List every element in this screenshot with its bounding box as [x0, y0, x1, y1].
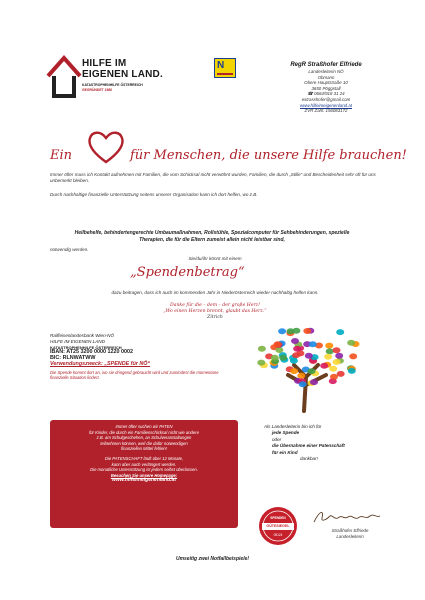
hand-leaf [305, 353, 313, 359]
quote-author: Zitrich [207, 315, 223, 320]
hand-leaf [308, 368, 316, 374]
hand-leaf [292, 352, 300, 358]
hand-leaf [335, 353, 343, 359]
seal-number: 05124 [273, 533, 283, 537]
redbox-line9: Besuchen Sie unsere Homepage: [110, 472, 178, 478]
redbox-line4: teilnehmen können, weil die dafür notwendigen [100, 440, 188, 446]
hand-leaf [292, 328, 300, 334]
address-name: RegR Straßhofer Elfriede [290, 62, 362, 68]
heart-icon [86, 128, 126, 166]
bank-purpose: Verwendungszweck: „SPENDE für NÖ“ [50, 360, 151, 367]
address-email[interactable]: estrasshofer@gmail.com [301, 96, 351, 102]
help-examples: Heilbehelfe, behindertengerechte Umbaumaßnahmen, Rollstühle, Spezialcomputer für Sehbehinderungen, spezielle Therapien, die für die Eltern zumeist allein nicht leistbar sind, [74, 230, 350, 243]
donation-heading: „Spendenbetrag“ [130, 265, 245, 280]
hand-leaf [297, 373, 305, 379]
logo-title-line2: EIGENEN LAND. [82, 69, 163, 80]
hand-leaf [310, 379, 318, 385]
thanks-line2: jede Spende [272, 430, 300, 436]
phone-number: 0664/918 31 24 [314, 91, 345, 97]
donation-text: dazu beitragen, dass ich auch im kommenden Jahr in Niederösterreich wieder nachhaltig helfen kann. [111, 290, 319, 295]
hand-leaf [309, 341, 317, 347]
intro-paragraph-2: Durch nachhaltige finanzielle Unterstützung seitens unserer Organisation kann ich dort helfen, wo z.B. [50, 192, 258, 197]
hand-leaf [347, 340, 355, 346]
address-web-link[interactable]: www.hilfeimeigenenland.at [300, 102, 352, 108]
thanks-line5: für ein Kind [272, 449, 298, 455]
thanks-line1: Als Landesleiterin bin ich für [264, 424, 322, 429]
address-role2: Obmann [317, 74, 335, 80]
quote-line1: Danke für die – dem – der große Herz! [170, 303, 260, 308]
address-zvr: ZVR Zahl: 156083172 [304, 108, 348, 114]
address-city: 3650 Pöggstall [311, 85, 341, 91]
hand-leaf [275, 347, 283, 353]
hand-leaf [279, 355, 287, 361]
signature-block [300, 528, 400, 539]
redbox-line7: kann aber auch verlängert werden. [111, 461, 177, 467]
logo-title-line1: HILFE IM [82, 58, 127, 69]
hand-leaf [274, 341, 282, 347]
redbox-web-link[interactable]: www.hilfeimeigenenland.at [112, 477, 176, 484]
bank-name3: KATASTROPHENHILFE ÖSTERREICH [50, 344, 122, 350]
hand-leaf [337, 371, 345, 377]
hand-leaf [326, 348, 334, 354]
hand-leaf [290, 368, 298, 374]
lower-austria-badge [214, 58, 236, 78]
redbox-line3: z.B. am Schulgeschehen, an Schulveranstaltungen [96, 435, 192, 441]
thanks-block [264, 424, 384, 462]
bank-details [50, 333, 220, 381]
logo-title [82, 58, 163, 80]
hand-leaf [324, 354, 332, 360]
handwritten-signature [312, 508, 382, 526]
redbox-line6: Die PATENSCHAFT läuft über 12 Monate, [104, 455, 184, 461]
hand-leaf [325, 343, 333, 349]
hand-leaf [291, 338, 299, 344]
hand-leaf [349, 353, 357, 359]
hand-leaf [299, 381, 307, 387]
thanks-line6: dankbar! [300, 456, 318, 462]
address-street: Obere Hauptstraße 10 [304, 80, 348, 86]
hand-leaf [293, 346, 301, 352]
hand-leaf [303, 328, 311, 334]
donation-seal [258, 506, 298, 546]
logo-founded: GEGRÜNDET 1980 [82, 88, 113, 92]
hand-leaf [290, 358, 298, 364]
redbox-line1: Immer öfter suchen wir PATEN [115, 424, 173, 429]
quote-line2: „Wo einen Herzen brennt, glaubt das Herz.“ [163, 309, 267, 314]
bank-name2: HILFE IM EIGENEN LAND [50, 338, 105, 344]
hand-leaf [348, 368, 356, 374]
intro-paragraph-1: Immer öfter muss ich Kontakt aufnehmen mit Familien, die vom Schicksal nicht verwöhnt wurden, Familien, die durch „Stille“ und Bescheidenheit sehr oft für uns unbemerkt bleiben. [50, 172, 376, 184]
badge-bar [217, 73, 233, 75]
headline-left: Ein [50, 148, 73, 163]
footer-note: Umseitig zwei Notfallbeispiele! [175, 556, 250, 562]
signature-name: Straßhofer Elfriede [331, 528, 369, 533]
tree-of-hands-illustration [238, 315, 378, 415]
hand-leaf [329, 366, 337, 372]
hand-leaf [336, 329, 344, 335]
hand-leaf [258, 346, 266, 352]
hand-leaf [278, 328, 286, 334]
hand-leaf [271, 355, 279, 361]
signature-role: Landesleiterin [336, 533, 364, 539]
bank-bic: BIC: RLNWATWW [50, 355, 96, 362]
seal-mid: GÜTESIEGEL [266, 524, 290, 528]
sponsorship-box [50, 420, 238, 528]
redbox-line2: für Kinder, die durch ein Familienschicksal nicht wie andere [89, 429, 199, 435]
hand-leaf [257, 360, 265, 366]
badge-letter: N [217, 60, 225, 71]
address-phone: ☎ 0664/918 31 24 [307, 91, 345, 97]
hand-leaf [330, 374, 338, 380]
logo-subtitle: KATASTROPHENHILFE ÖSTERREICH [82, 83, 143, 87]
address-block [270, 62, 382, 114]
bank-iban: IBAN: AT25 3200 0000 1220 0002 [50, 349, 134, 356]
thanks-line4: die Übernahme einer Patenschaft [272, 443, 345, 449]
hand-leaf [333, 347, 341, 353]
seal-top: SPENDEN [270, 516, 286, 520]
bank-note: Die Spende kommt dort an, wo sie dringend gebraucht wird und zumindest die momentane finanzielle Situation lindert. [50, 369, 219, 381]
redbox-line5: finanziellen Mittel fehlen! [121, 446, 167, 452]
hand-leaf [320, 363, 328, 369]
thanks-line3: oder [272, 436, 282, 442]
intro-paragraph-3: notwendig werden. [50, 247, 89, 252]
donation-lead: Sie/du/ihr könnt mit einem [188, 256, 242, 261]
redbox-line8: Die monatliche Unterstützung ist jedem selbst überlassen. [90, 467, 198, 473]
bank-name1: Raiffeisenlandesbank Wien-NÖ [50, 333, 115, 338]
hand-leaf [333, 359, 341, 365]
address-role1: Landesleiterin NÖ [308, 69, 344, 74]
headline-right: für Menschen, die unsere Hilfe brauchen! [130, 148, 407, 163]
